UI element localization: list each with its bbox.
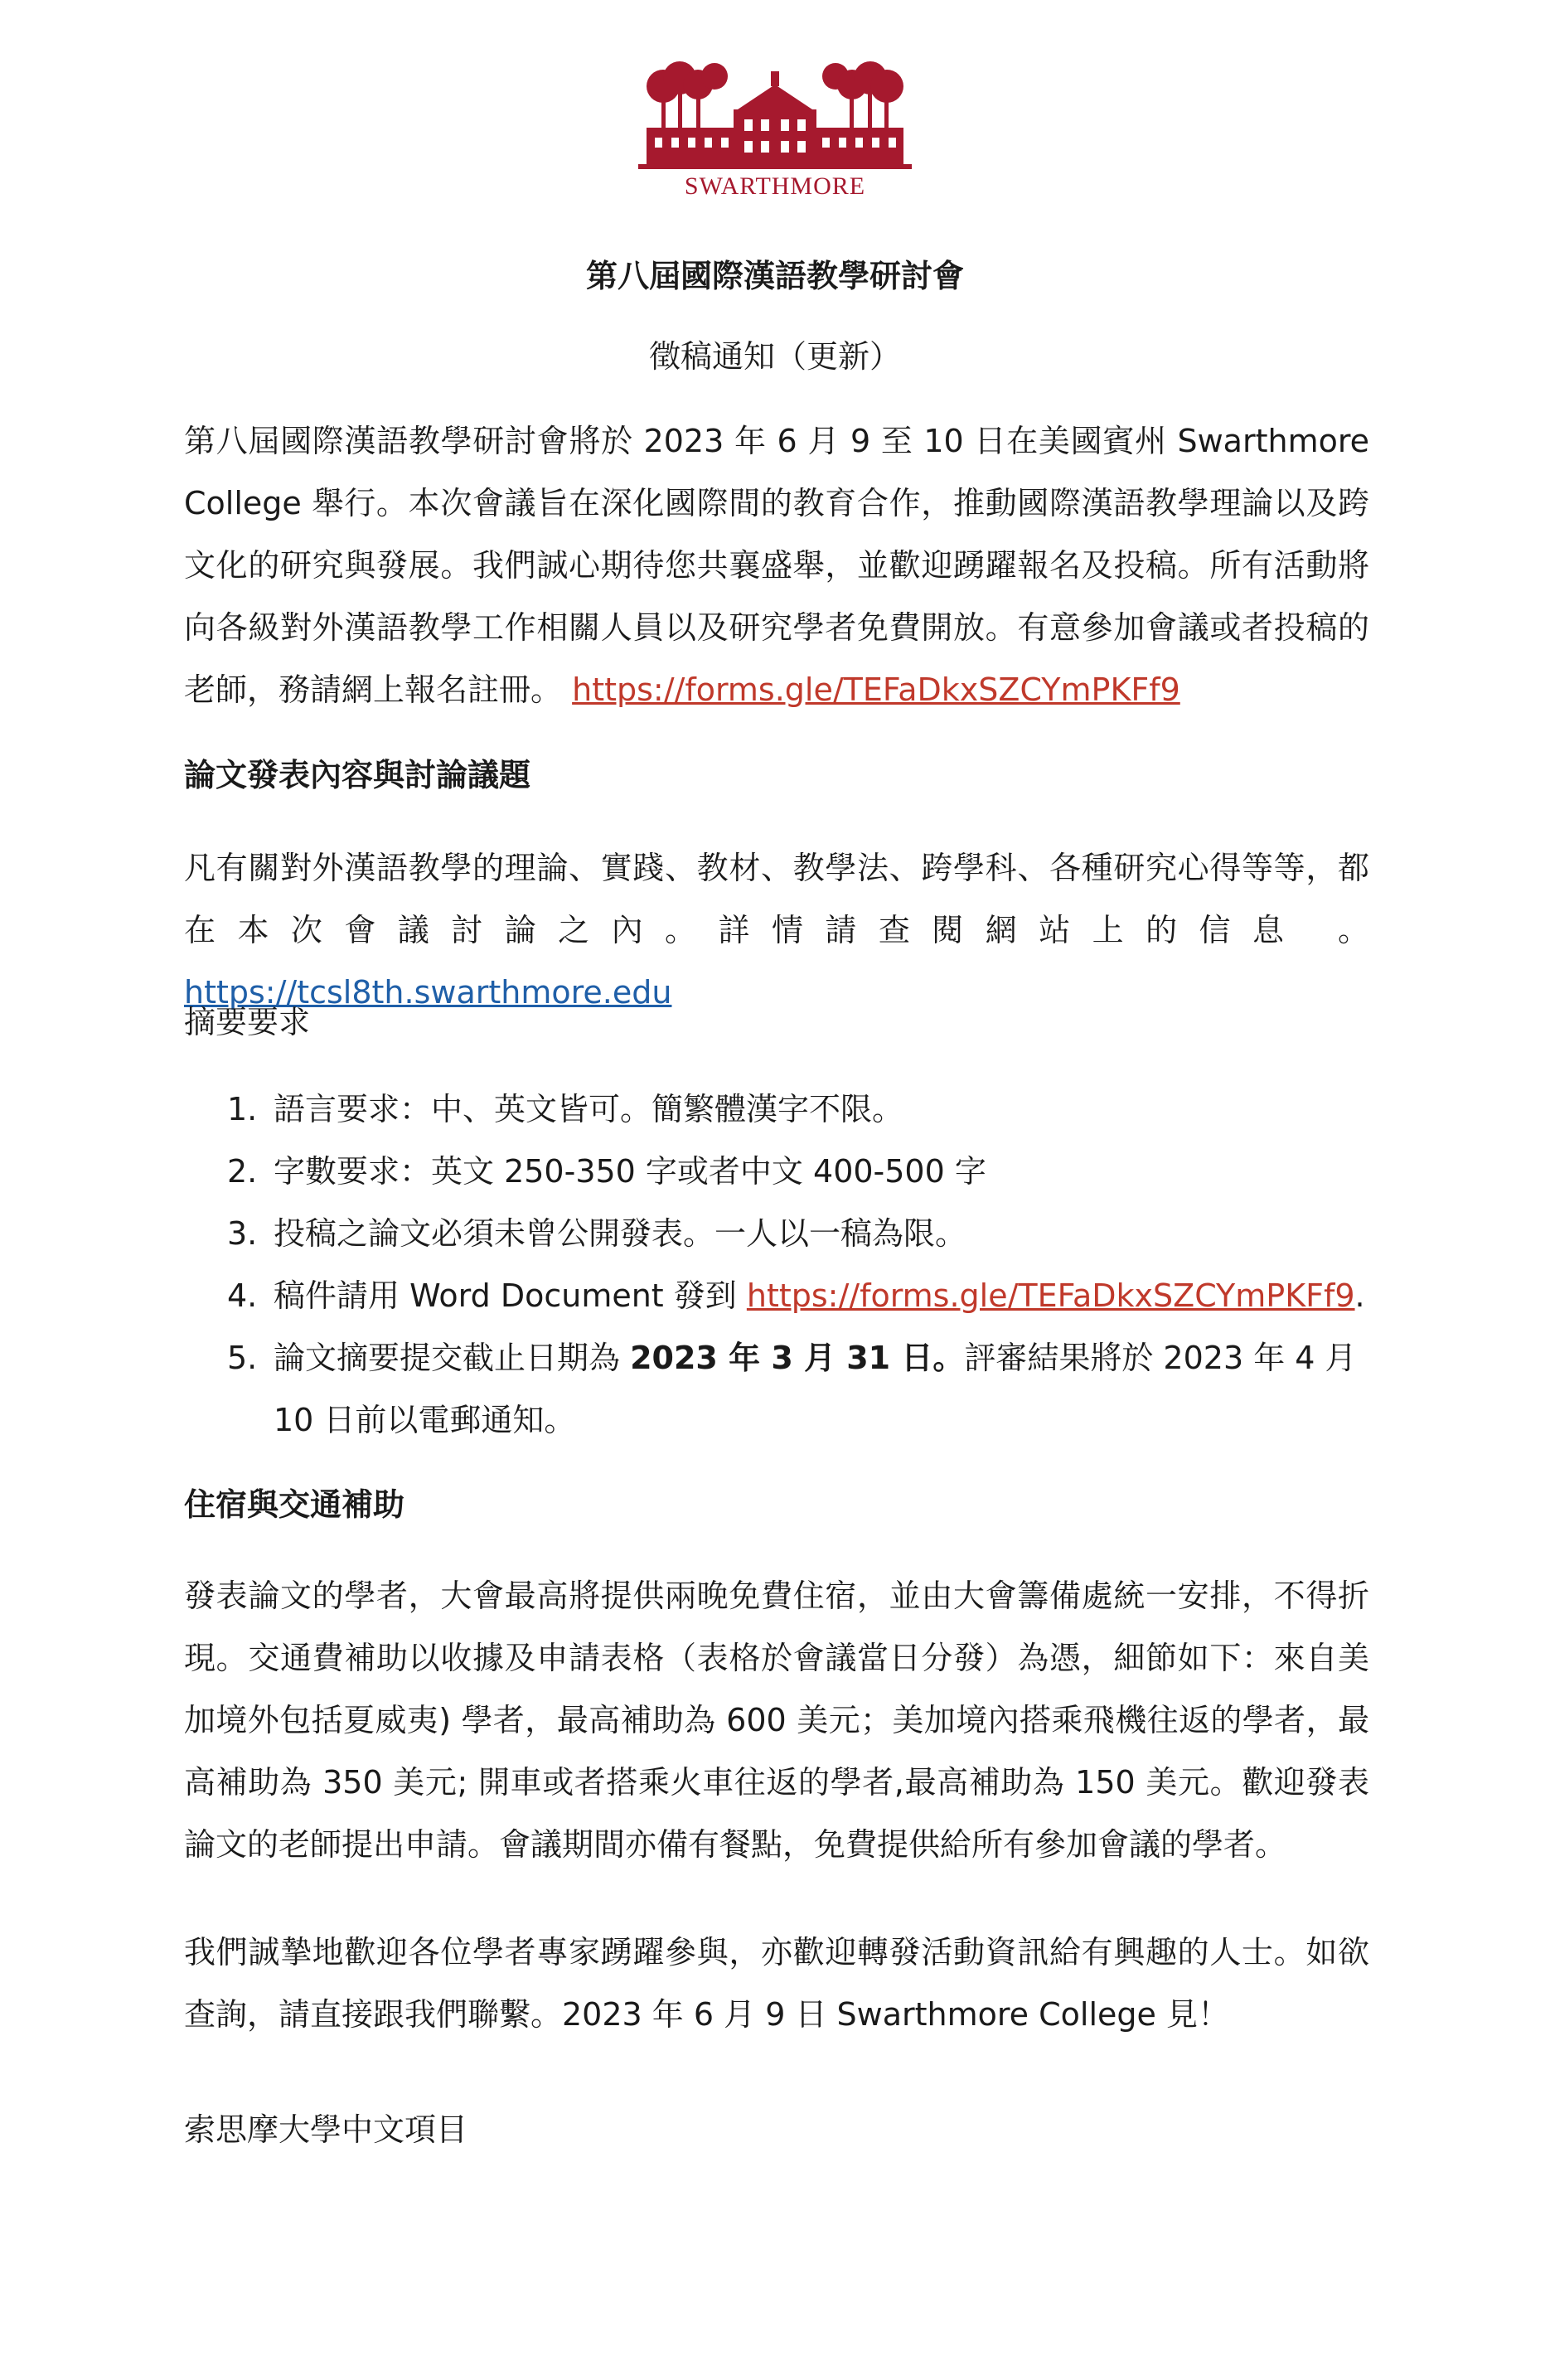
abstract-requirements-list: [184, 1079, 1369, 1452]
abstract-heading: 摘要要求: [184, 1004, 311, 1040]
list-item-text: 字數要求：英文 250-350 字或者中文 400-500 字: [274, 1153, 986, 1190]
website-link[interactable]: https://tcsl8th.swarthmore.edu: [184, 974, 672, 1011]
support-section: [184, 1565, 1369, 1876]
intro-paragraph: [184, 410, 1369, 721]
list-item-text: 稿件請用 Word Document 發到: [274, 1277, 747, 1314]
list-item: [184, 1203, 1369, 1265]
registration-link[interactable]: https://forms.gle/TEFaDkxSZCYmPKFf9: [572, 671, 1180, 708]
list-item-text-end: 評審結果將於 2023 年 4 月 10 日前以電郵通知。: [274, 1340, 1357, 1438]
closing-paragraph: 我們誠摯地歡迎各位學者專家踴躍參與，亦歡迎轉發活動資訊給有興趣的人士。如欲查詢，請直接跟我們聯繫。2023 年 6 月 9 日 Swarthmore College 見！: [184, 1934, 1369, 2033]
topics-text: 凡有關對外漢語教學的理論、實踐、教材、教學法、跨學科、各種研究心得等等，都在本次會議討論之內。詳情請查閱網站上的信息 。: [184, 850, 1369, 948]
abstract-section: [184, 991, 1369, 1452]
page-subtitle: 徵稿通知（更新）: [648, 338, 901, 375]
list-item: [184, 1265, 1369, 1327]
list-item-text: 投稿之論文必須未曾公開發表。一人以一稿為限。: [274, 1215, 967, 1252]
list-item-text: 語言要求：中、英文皆可。簡繁體漢字不限。: [274, 1091, 904, 1127]
list-item-number: 2.: [227, 1153, 258, 1190]
college-building-icon: [638, 60, 912, 201]
signature: 索思摩大學中文項目: [184, 2111, 468, 2148]
swarthmore-logo: [638, 60, 912, 201]
list-item-text-end: .: [1354, 1277, 1365, 1314]
list-item: [184, 1141, 1369, 1203]
list-item-number: 5.: [227, 1340, 258, 1376]
list-item: [184, 1327, 1369, 1452]
list-item-number: 1.: [227, 1091, 258, 1127]
svg-text:SWARTHMORE: SWARTHMORE: [684, 172, 866, 200]
list-item-number: 3.: [227, 1215, 258, 1252]
signature-section: [184, 2099, 1369, 2161]
submission-link[interactable]: https://forms.gle/TEFaDkxSZCYmPKFf9: [746, 1277, 1355, 1314]
list-item-text: 論文摘要提交截止日期為: [274, 1340, 631, 1376]
support-heading: 住宿與交通補助: [184, 1486, 405, 1523]
page-title: 第八屆國際漢語教學研討會: [585, 258, 964, 294]
intro-text: 第八屆國際漢語教學研討會將於 2023 年 6 月 9 至 10 日在美國賓州 Swarthmore College 舉行。本次會議旨在深化國際間的教育合作，推動國際漢語教學理論以及跨文化的研究與發展。我們誠心期待您共襄盛舉，並歡迎踴躍報名及投稿。所有活動將向各級對外漢語教學工作相關人員以及研究學者免費開放。有意參加會議或者投稿的老師，務請網上報名註冊。: [184, 423, 1369, 708]
list-item-number: 4.: [227, 1277, 258, 1314]
topics-heading: 論文發表內容與討論議題: [184, 757, 531, 793]
deadline-date: 2023 年 3 月 31 日。: [630, 1340, 965, 1376]
intro-section: [184, 410, 1369, 721]
closing-section: [184, 1922, 1369, 2046]
list-item: [184, 1079, 1369, 1141]
support-paragraph: 發表論文的學者，大會最高將提供兩晚免費住宿，並由大會籌備處統一安排，不得折現。交通費補助以收據及申請表格（表格於會議當日分發）為憑，細節如下：來自美加境外包括夏威夷) 學者，最高補助為 600 美元；美加境內搭乘飛機往返的學者，最高補助為 350 美元; 開車或者搭乘火車往返的學者,最高補助為 150 美元。歡迎發表論文的老師提出申請。會議期間亦備有餐點，免費提供給所有參加會議的學者。: [184, 1578, 1369, 1863]
